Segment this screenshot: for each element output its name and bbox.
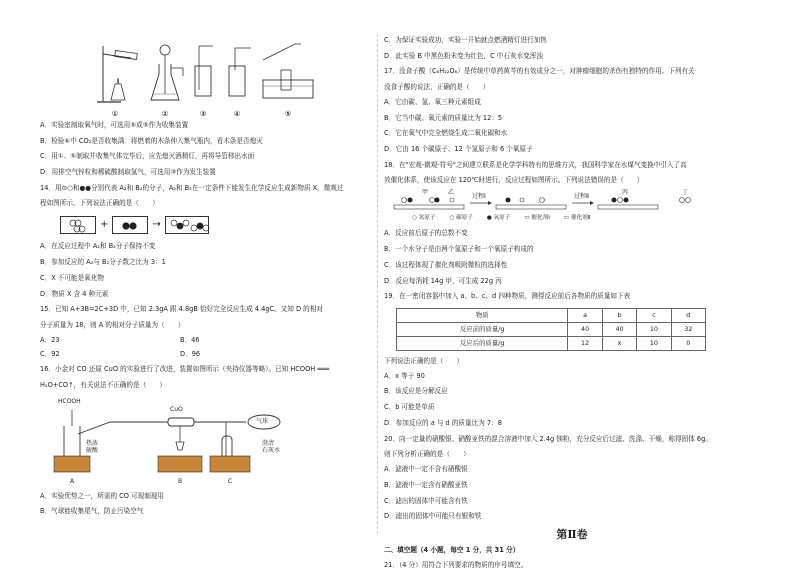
tag-jia: 甲 bbox=[422, 189, 429, 197]
q17-option-d: D．它由 16 个碳原子、12 个氢原子和 6 个氧原子 bbox=[384, 145, 533, 154]
label-a: A bbox=[70, 477, 75, 485]
apparatus-5 bbox=[263, 44, 313, 98]
apparatus-label-2: ② bbox=[161, 110, 169, 118]
table-header-row bbox=[397, 308, 706, 322]
section-2-heading: 二、填空题（4 小题，每空 1 分，共 31 分） bbox=[384, 545, 520, 554]
q15-stem: 15．已知 A+3B=2C+3D 中，已知 2.3gA 跟 4.8gB 恰好完全反应生成 4.4gC。又知 D 的相对 bbox=[40, 305, 323, 314]
q15-option-d: D．96 bbox=[180, 350, 201, 359]
q18-option-a: A．反应前后原子的总数不变 bbox=[384, 229, 468, 238]
q18-option-c: C．该过程体现了催化剂吸附微粒的选择性 bbox=[384, 260, 508, 269]
q16-option-c: C．为保证实验成功，实验一开始就点燃酒精灯进行加热 bbox=[384, 36, 547, 44]
q16-option-a: A．实验优势之一，所需的 CO 可现制现用 bbox=[40, 491, 164, 500]
q13-option-a: A．实验室制取氧气时，可选用⑤或⑤作为收集装置 bbox=[40, 121, 189, 129]
apparatus-2 bbox=[151, 45, 183, 100]
column-divider bbox=[377, 34, 378, 534]
q19-option-a: A．x 等于 90 bbox=[384, 371, 425, 380]
q19-stem-cont: 下列说法正确的是（ ） bbox=[384, 356, 464, 365]
q19-option-c: C．b 可能是单质 bbox=[384, 403, 435, 412]
hot-acid-label: 热浓 硫酸 bbox=[86, 439, 99, 455]
tag-ding: 丁 bbox=[682, 189, 689, 197]
q13-option-b: B．检验⑥中 CO₂是否收集满：将燃着的木条伸入集气瓶内，看木条是否熄灭 bbox=[40, 136, 263, 145]
q20-option-b: B．滤液中一定含有硝酸亚铁 bbox=[384, 480, 468, 489]
q15-options-row-1 bbox=[40, 336, 372, 344]
q21-stem: 21．（4 分）用符合下列要求的物质的序号填空。 bbox=[384, 561, 528, 570]
q13-option-d: D．用排空气锌粒和稀硫酸制取氢气，可选用③作为发生装置 bbox=[40, 168, 216, 177]
reactant-box-1 bbox=[60, 216, 96, 234]
apparatus-1 bbox=[97, 46, 137, 102]
table-header-cell: b bbox=[602, 308, 636, 322]
table-cell: x bbox=[602, 336, 636, 350]
tag-yi: 乙 bbox=[448, 189, 455, 197]
apparatus-label-1: ① bbox=[111, 110, 119, 118]
q16-apparatus-figure bbox=[50, 396, 320, 488]
q14-option-d: D．物质 X 含 4 种元素 bbox=[40, 289, 109, 298]
q20-stem: 20．向一定量的硝酸银、硝酸亚铁的混合溶液中加入 2.4g 镁粉，充分反应后过滤、洗涤、干燥，称得固体 6g。 bbox=[384, 434, 712, 443]
process-1-label: 过程Ⅰ bbox=[472, 193, 486, 201]
table-cell: 40 bbox=[568, 322, 602, 336]
q15-option-a: A．23 bbox=[40, 335, 60, 344]
q18-stem: 18．在"宏观-微观-符号"之间建立联系是化学学科特有的思维方式，我国科学家在水煤气变换中引入了高 bbox=[384, 160, 687, 169]
q14-molecule-figure bbox=[60, 214, 260, 236]
q17-option-a: A．它由碳、氢、氧三种元素组成 bbox=[384, 97, 481, 106]
apparatus-4 bbox=[229, 48, 251, 96]
q15-option-b: B．46 bbox=[180, 335, 200, 344]
q14-option-c: C．X 不可能是氧化物 bbox=[40, 273, 104, 282]
reactant-box-2 bbox=[112, 216, 148, 234]
q14-stem-cont: 程如图所示，下列说法正确的是（ ） bbox=[40, 199, 159, 208]
left-column bbox=[40, 121, 372, 523]
plus-sign: + bbox=[100, 219, 109, 231]
legend-carbon: ○ 碳原子 bbox=[449, 215, 473, 222]
process-2-label: 过程Ⅱ bbox=[574, 193, 589, 201]
q17-option-b: B．它当中碳、氧元素的质量比为 12：5 bbox=[384, 113, 503, 122]
arrow-sign: → bbox=[152, 219, 161, 231]
legend-oxygen: ● 氧原子 bbox=[486, 215, 511, 222]
q14-option-b: B．参加反应的 A₂与 B₂分子数之比为 3：1 bbox=[40, 258, 166, 267]
q15-option-c: C．92 bbox=[40, 350, 60, 359]
q14-stem: 14．用⊙○和●●分别代表 A₂和 B₂的分子，A₂和 B₂在一定条件下能发生化学反应生成新物质 X，微观过 bbox=[40, 183, 344, 192]
table-header-cell: c bbox=[637, 308, 671, 322]
q19-option-d: D．参加反应的 a 与 d 的质量比为 7：8 bbox=[384, 418, 502, 427]
q18-option-b: B．一个水分子是由两个氢原子和一个氧原子构成的 bbox=[384, 245, 534, 254]
q20-option-c: C．滤出的固体中可能含有铁 bbox=[384, 496, 468, 505]
legend-hydrogen: ○ 氢原子 bbox=[412, 215, 436, 222]
q19-option-b: B．该反应是分解反应 bbox=[384, 387, 448, 396]
q14-option-a: A．在反应过程中 A₂和 B₂分子保持不变 bbox=[40, 242, 156, 251]
table-row bbox=[397, 322, 706, 336]
q18-stem-cont: 效催化体系，使该反应在 120℃时进行，反应过程如图所示。下列说法错误的是（ ） bbox=[384, 176, 644, 185]
q18-process-figure bbox=[392, 191, 722, 225]
table-cell: 10 bbox=[637, 336, 671, 350]
q15-options-row-2 bbox=[40, 350, 372, 358]
table-cell: 32 bbox=[671, 322, 705, 336]
apparatus-label-3: ③ bbox=[199, 110, 207, 118]
label-b: B bbox=[178, 477, 183, 485]
label-c: C bbox=[228, 477, 233, 485]
q20-stem-cont: 则下列分析正确的是（ ） bbox=[384, 449, 470, 458]
q17-stem: 17．没食子酸（C₆H₁₂O₆）是传统中草药黄芩的有效成分之一，对肿瘤细胞的杀伤有独特的作用。下列有关 bbox=[384, 67, 695, 76]
q19-mass-table bbox=[396, 308, 706, 351]
table-header-cell: a bbox=[568, 308, 602, 322]
q17-option-c: C．它在氧气中完全燃烧生成二氧化碳和水 bbox=[384, 129, 508, 138]
section-2-title: 第Ⅱ卷 bbox=[556, 528, 588, 542]
table-cell: 反应后的质量/g bbox=[397, 336, 568, 350]
legend-catalyst-1: ▭ 催化剂Ⅰ bbox=[524, 215, 550, 222]
apparatus-label-5: ⑤ bbox=[284, 110, 292, 118]
table-header-cell: 物质 bbox=[397, 308, 568, 322]
right-column bbox=[384, 36, 760, 576]
hcooh-label: HCOOH bbox=[58, 397, 81, 405]
q18-legend bbox=[412, 215, 590, 222]
q16-stem-cont: H₂O+CO↑，有关说法不正确的是（ ） bbox=[40, 380, 166, 389]
q16-option-b: B．气球能收集尾气，防止污染空气 bbox=[40, 507, 144, 516]
apparatus-label-4: ④ bbox=[233, 110, 241, 118]
q18-option-d: D．反应每消耗 14g 甲，可生成 22g 丙 bbox=[384, 276, 502, 285]
table-cell: 12 bbox=[568, 336, 602, 350]
limewater-label: 澄清 石灰水 bbox=[262, 439, 281, 455]
q20-option-a: A．滤液中一定不含有硝酸银 bbox=[384, 465, 468, 474]
q15-stem-cont: 分子质量为 18，则 A 的相对分子质量为（ ） bbox=[40, 320, 185, 329]
q16-option-d: D．此实验 B 中黑色粉末变为红色，C 中石灰水变浑浊 bbox=[384, 51, 543, 60]
table-cell: 10 bbox=[637, 322, 671, 336]
table-cell: 40 bbox=[602, 322, 636, 336]
table-cell: 0 bbox=[671, 336, 705, 350]
legend-catalyst-2: ▭ 催化剂Ⅱ bbox=[563, 215, 591, 222]
q16-stem: 16．小金对 CO 还原 CuO 的实验进行了改进，装置如图所示（夹持仪器等略）。已知 HCOOH ═══ bbox=[40, 365, 330, 374]
apparatus-3 bbox=[195, 46, 213, 96]
q19-stem: 19．在一密闭容器中加入 a、b、c、d 四种物质，测得反应前后各物质的质量如下表 bbox=[384, 292, 631, 301]
apparatus-figure bbox=[95, 40, 321, 120]
q20-option-d: D．滤出的固体中可能只有银和铁 bbox=[384, 512, 482, 521]
cuo-label: CuO bbox=[170, 405, 183, 413]
product-box bbox=[165, 216, 209, 234]
q17-stem-cont: 没食子酸的说法，正确的是（ ） bbox=[384, 82, 490, 91]
table-row bbox=[397, 336, 706, 350]
table-header-cell: d bbox=[671, 308, 705, 322]
table-cell: 反应前的质量/g bbox=[397, 322, 568, 336]
tag-bing: 丙 bbox=[622, 189, 629, 197]
balloon-label: 气球 bbox=[256, 417, 269, 425]
q13-option-c: C．用①、⑤制取并收集气体完毕后，应先熄灭酒精灯，再将导管移出水面 bbox=[40, 152, 255, 161]
